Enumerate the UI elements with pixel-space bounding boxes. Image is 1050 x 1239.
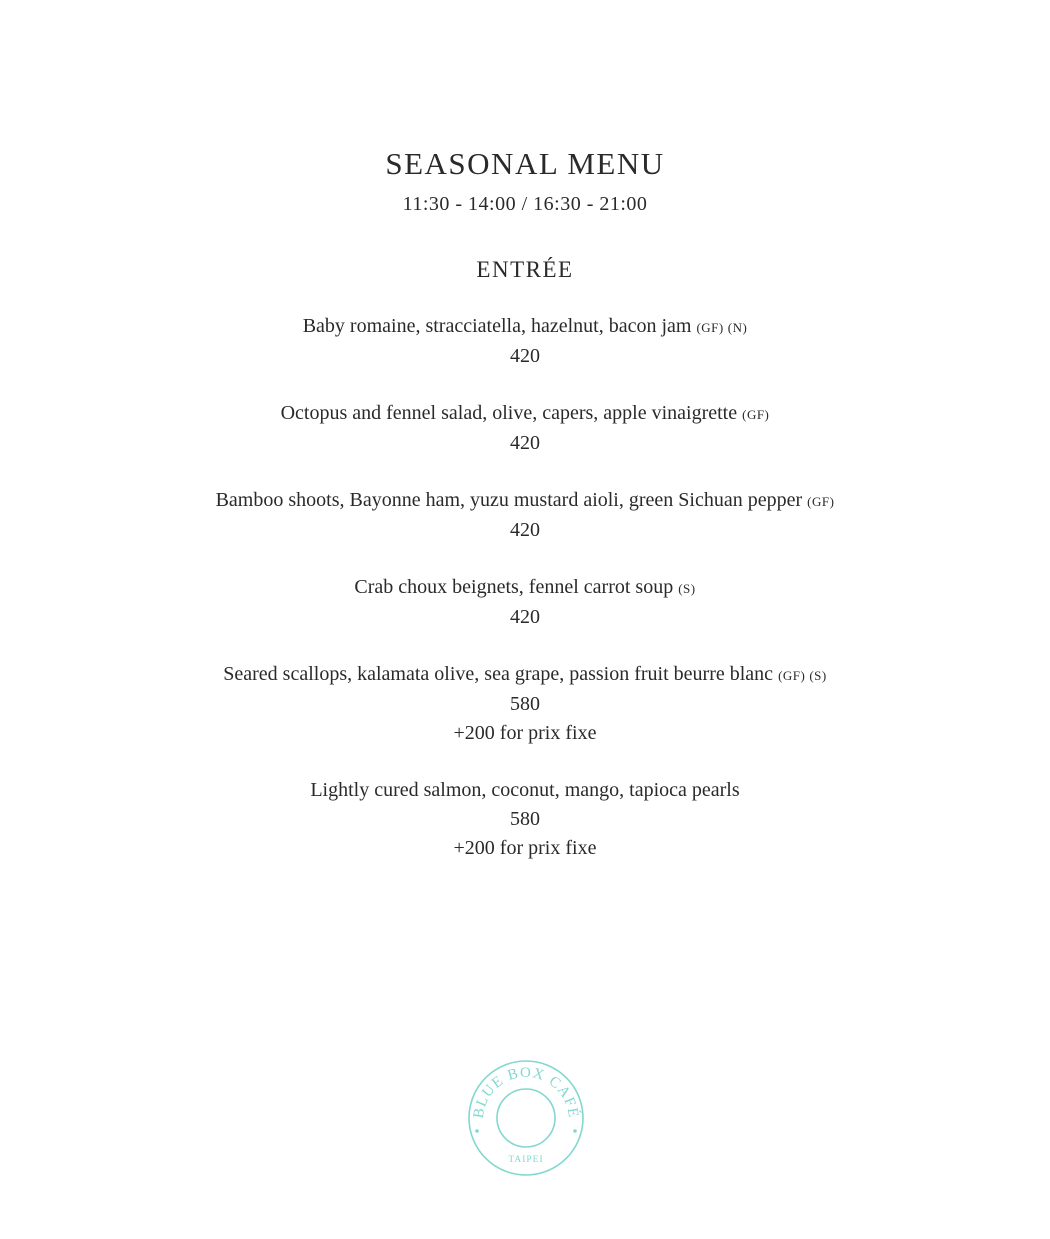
dietary-tag: (GF) bbox=[742, 407, 770, 422]
dietary-tag: (GF) bbox=[778, 668, 806, 683]
dietary-tag: (GF) bbox=[696, 320, 724, 335]
item-name: Lightly cured salmon, coconut, mango, tapioca pearls bbox=[310, 779, 740, 801]
menu-item bbox=[0, 660, 1050, 748]
item-note: +200 for prix fixe bbox=[453, 722, 597, 744]
logo-inner-ring bbox=[497, 1089, 555, 1147]
dietary-tag: (S) bbox=[678, 581, 696, 596]
item-price: 420 bbox=[510, 606, 540, 628]
item-name: Baby romaine, stracciatella, hazelnut, bacon jam bbox=[302, 315, 692, 337]
item-name: Bamboo shoots, Bayonne ham, yuzu mustard aioli, green Sichuan pepper bbox=[215, 489, 803, 511]
dietary-tag: (GF) bbox=[807, 494, 835, 509]
logo-dot-right bbox=[573, 1129, 577, 1133]
menu-item bbox=[0, 573, 1050, 632]
logo-bottom-text: TAIPEI bbox=[508, 1155, 544, 1165]
opening-hours: 11:30 - 14:00 / 16:30 - 21:00 bbox=[402, 193, 648, 215]
dietary-tag: (N) bbox=[727, 320, 748, 335]
menu-item bbox=[0, 776, 1050, 863]
menu-title: SEASONAL MENU bbox=[385, 146, 665, 181]
item-price: 580 bbox=[510, 808, 540, 830]
logo-dot-left bbox=[475, 1129, 479, 1133]
menu-items bbox=[0, 312, 1050, 891]
logo-top-text: BLUE BOX CAFÉ bbox=[470, 1065, 582, 1120]
item-name: Octopus and fennel salad, olive, capers, apple vinaigrette bbox=[280, 402, 738, 424]
item-price: 420 bbox=[510, 519, 540, 541]
item-name: Crab choux beignets, fennel carrot soup bbox=[354, 576, 674, 598]
menu-item bbox=[0, 312, 1050, 371]
item-note: +200 for prix fixe bbox=[453, 837, 597, 859]
menu-item bbox=[0, 399, 1050, 458]
item-price: 580 bbox=[510, 693, 540, 715]
item-name: Seared scallops, kalamata olive, sea grape, passion fruit beurre blanc bbox=[223, 663, 774, 685]
menu-item bbox=[0, 486, 1050, 545]
dietary-tag: (S) bbox=[809, 668, 827, 683]
item-price: 420 bbox=[510, 432, 540, 454]
section-title-entree: ENTRÉE bbox=[476, 257, 574, 282]
item-price: 420 bbox=[510, 345, 540, 367]
blue-box-cafe-logo bbox=[466, 1058, 586, 1178]
